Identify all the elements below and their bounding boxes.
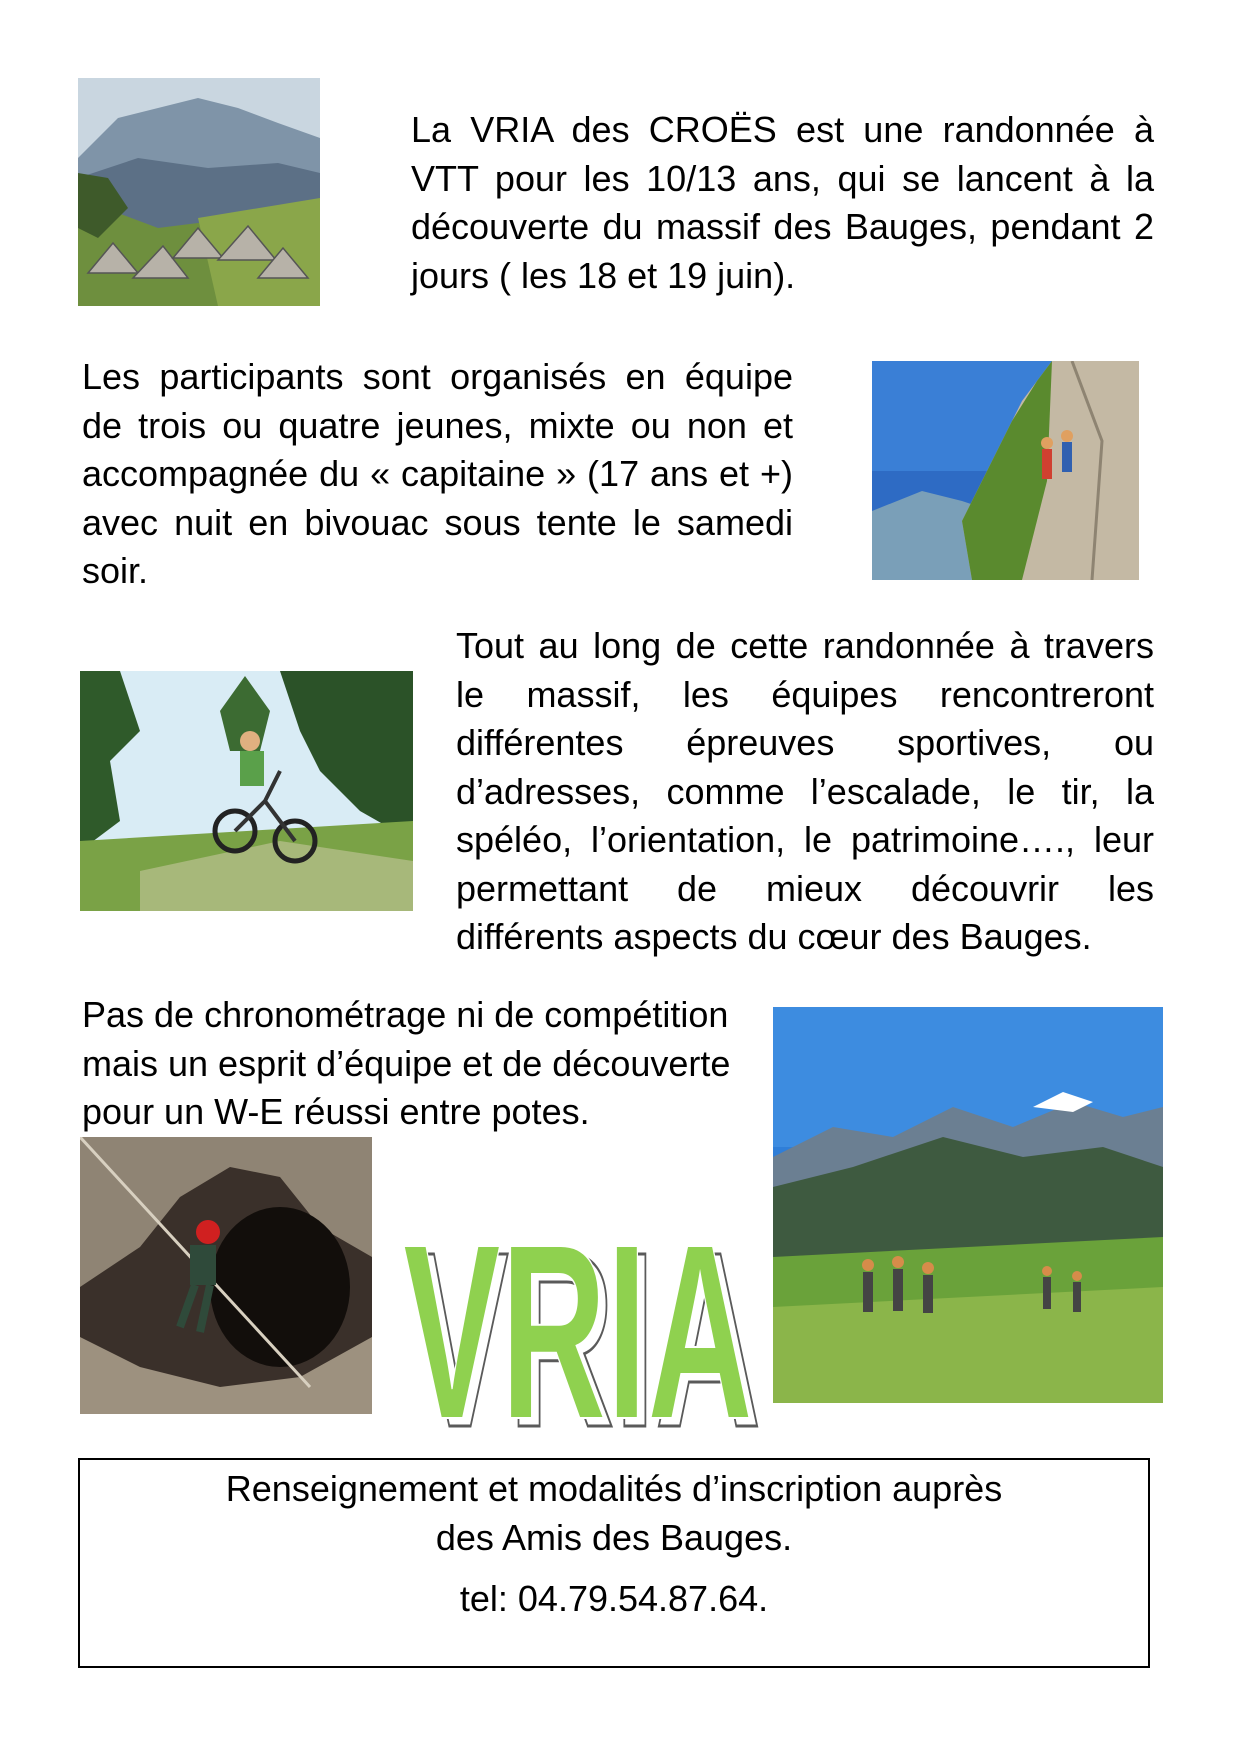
climbing-photo: [872, 361, 1139, 580]
teams-paragraph: Les participants sont organisés en équipe de trois ou quatre jeunes, mixte ou non et accompagnée du « capitaine » (17 ans et +) avec nuit en bivouac sous tente le samedi soir.: [82, 356, 793, 591]
contact-line-2: des Amis des Bauges.: [435, 1517, 793, 1558]
contact-phone: tel: 04.79.54.87.64.: [459, 1578, 769, 1619]
vria-logo-shadow: VRIA: [411, 1200, 761, 1434]
camping-tents-photo: [78, 78, 320, 306]
contact-line-1: Renseignement et modalités d’inscription auprès: [225, 1468, 1003, 1509]
hikers-photo: [773, 1007, 1163, 1403]
vria-logo: [396, 1138, 768, 1434]
vria-logo-text: VRIA: [403, 1192, 753, 1434]
caving-photo: [80, 1137, 372, 1414]
spirit-paragraph: Pas de chronométrage ni de compétition mais un esprit d’équipe et de découverte pour un W-E réussi entre potes.: [82, 994, 731, 1132]
intro-paragraph: La VRIA des CROËS est une randonnée à VTT pour les 10/13 ans, qui se lancent à la découverte du massif des Bauges, pendant 2 jours ( les 18 et 19 juin).: [411, 109, 1154, 296]
mountain-biker-photo: [80, 671, 413, 911]
challenges-paragraph: Tout au long de cette randonnée à travers le massif, les équipes rencontreront différentes épreuves sportives, ou d’adresses, comme l’escalade, le tir, la spéléo, l’orientation, le patrimoine…., leur permettant de mieux découvrir les différents aspects du cœur des Bauges.: [456, 625, 1154, 957]
contact-box: [78, 1458, 1150, 1668]
